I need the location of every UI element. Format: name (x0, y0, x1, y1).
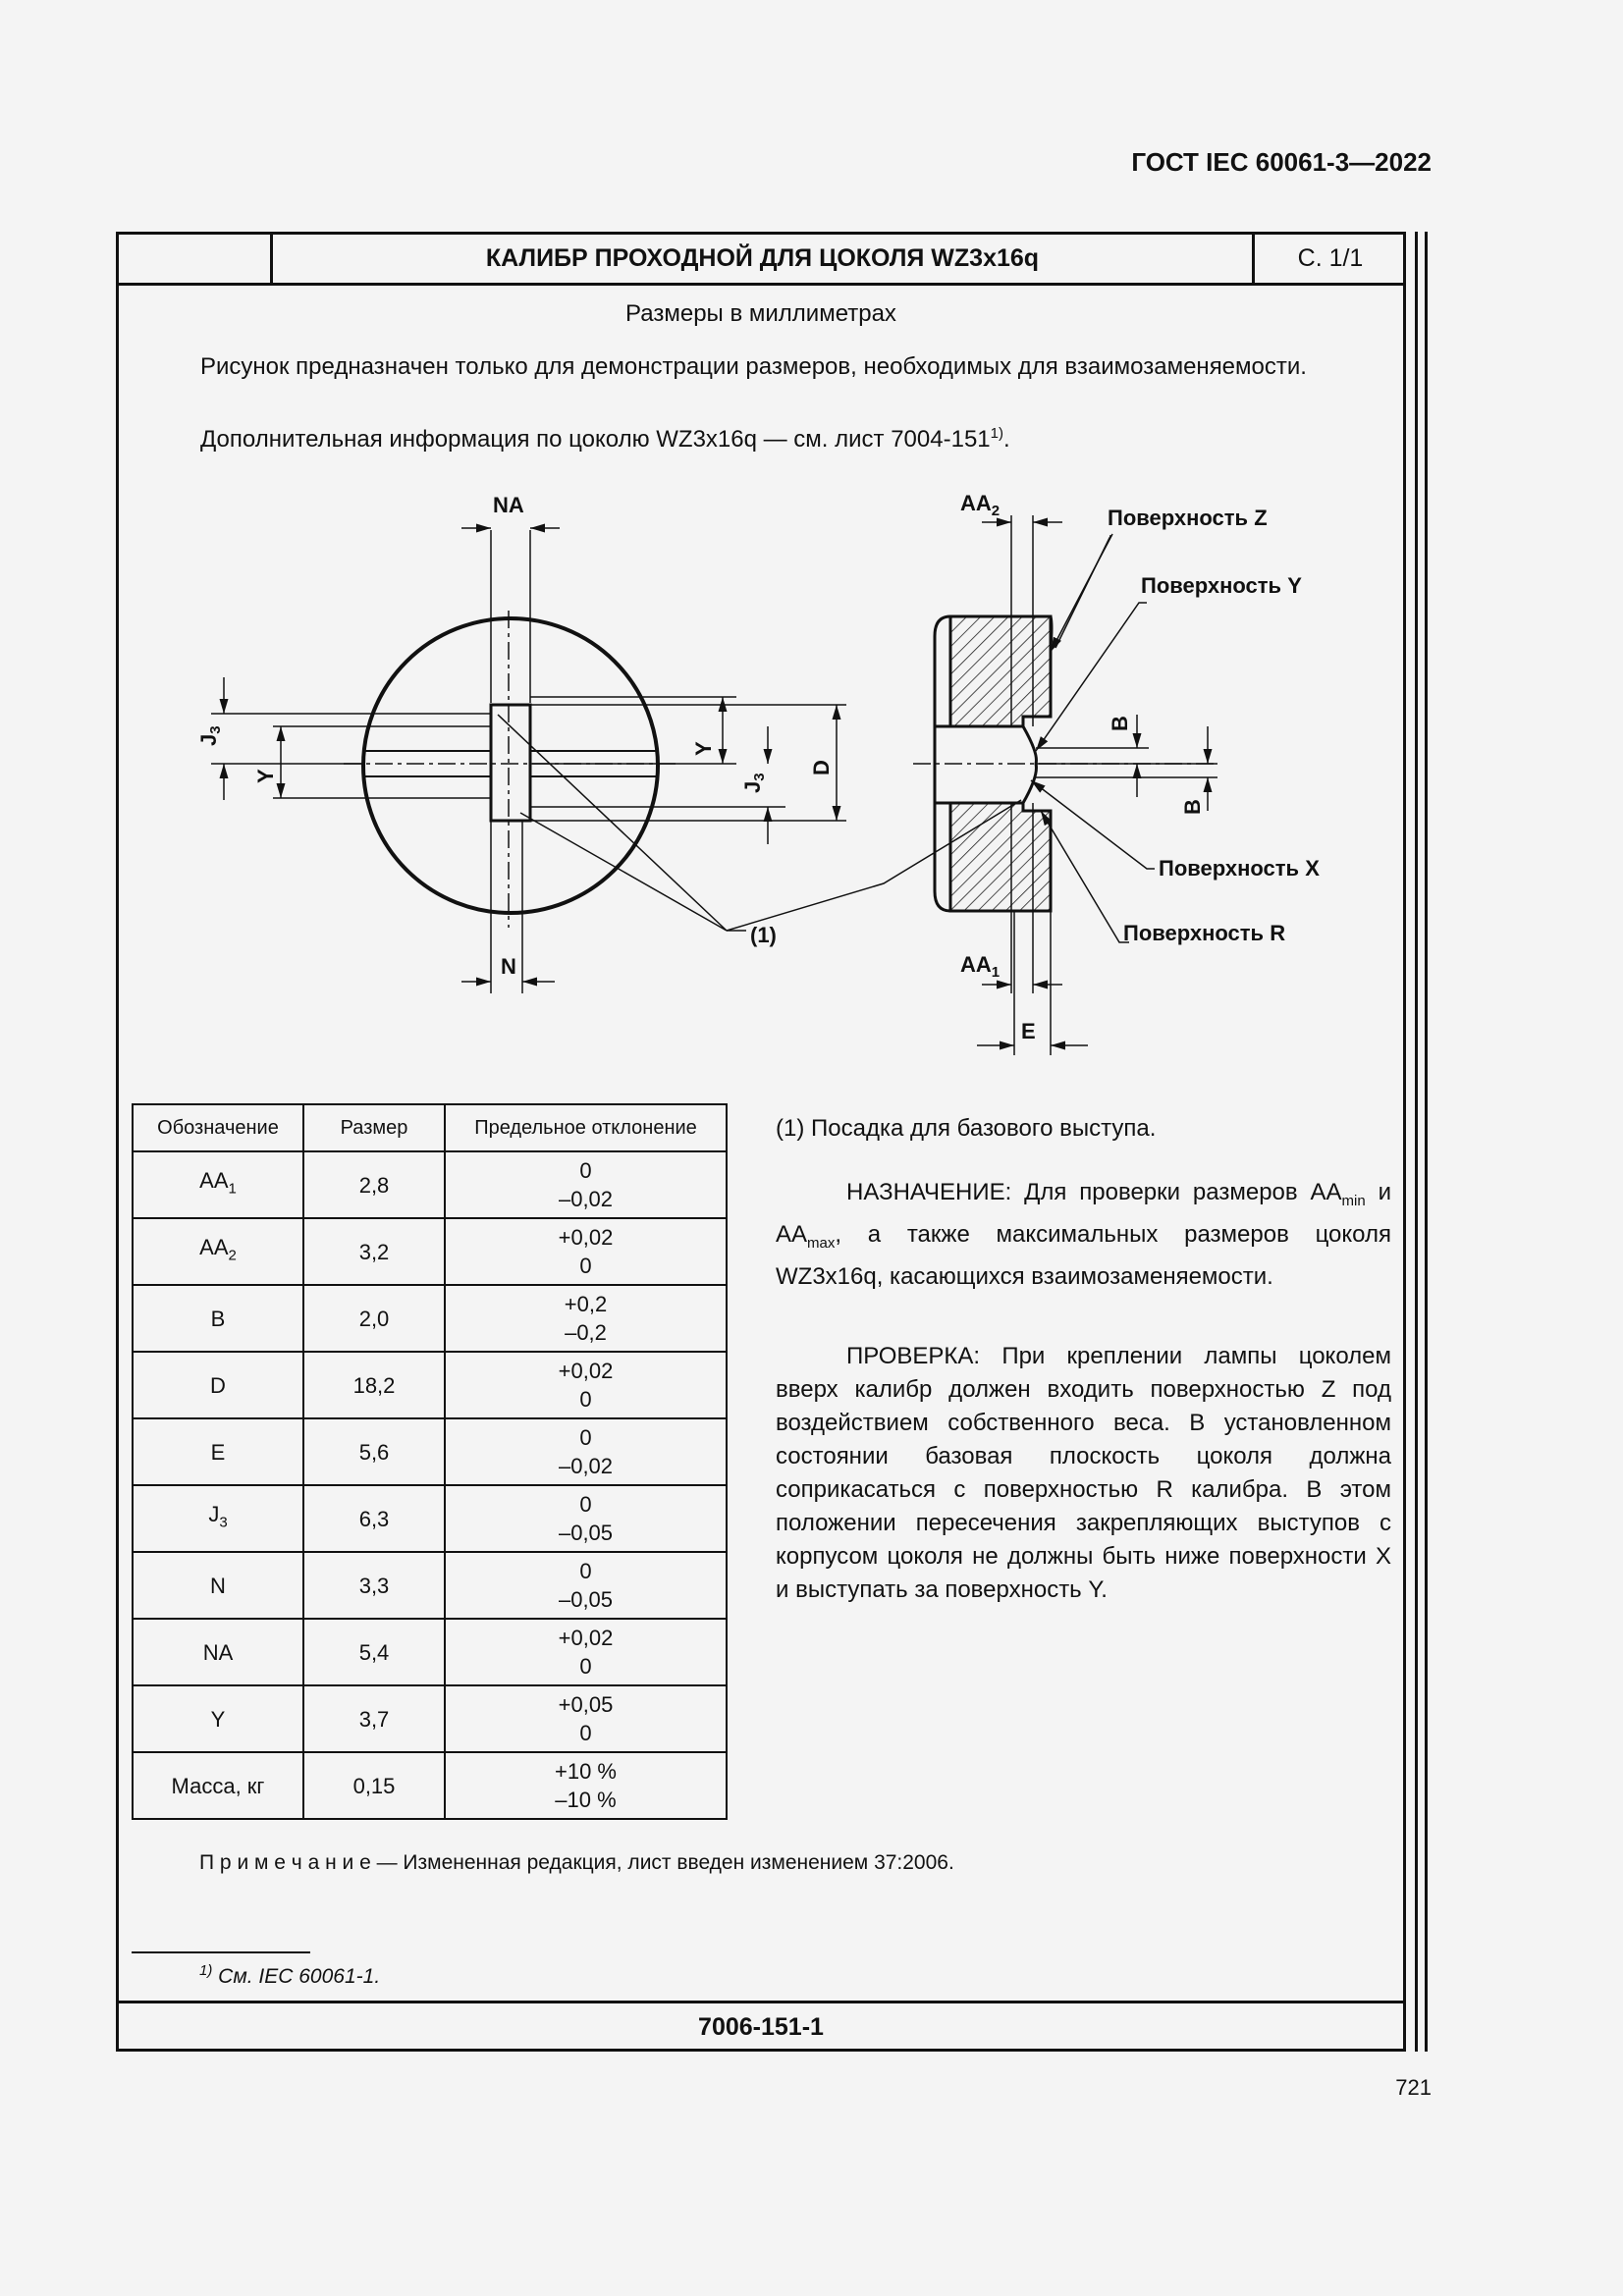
table-row (133, 1285, 727, 1352)
cell-designation (133, 1552, 303, 1619)
designation-text: B (210, 1306, 226, 1331)
header-size: Размер (303, 1104, 445, 1151)
label-d: D (809, 760, 834, 775)
tolerance-lower: –0,2 (565, 1320, 607, 1345)
tolerance-lower: –0,02 (558, 1187, 614, 1211)
tolerance-lower: –0,05 (558, 1587, 614, 1612)
cell-tolerance (445, 1285, 727, 1352)
note: П р и м е ч а н и е — Измененная редакция, лист введен изменением 37:2006. (199, 1851, 954, 1874)
table-row (133, 1619, 727, 1685)
tolerance-lower: 0 (579, 1387, 592, 1412)
label-surface-x: Поверхность X (1159, 856, 1320, 881)
header-tolerance: Предельное отклонение (445, 1104, 727, 1151)
table-row (133, 1218, 727, 1285)
label-j3-right: J3 (740, 773, 768, 793)
label-surface-y: Поверхность Y (1141, 573, 1302, 598)
gauge-drawing (0, 0, 1623, 1090)
cell-designation (133, 1619, 303, 1685)
purpose-tail: , а также максимальных размеров цоколя WZ3x16q, касающихся взаимозаменяемости. (776, 1220, 1391, 1290)
footnote-text: См. IEC 60061-1. (212, 1965, 381, 1988)
cell-size: 2,8 (303, 1151, 445, 1218)
tolerance-upper: +0,2 (564, 1292, 608, 1316)
cell-size: 2,0 (303, 1285, 445, 1352)
tolerance-upper: +0,05 (558, 1692, 614, 1717)
purpose-head: НАЗНАЧЕНИЕ: Для проверки размеров (846, 1179, 1298, 1205)
designation-sub: 2 (228, 1247, 237, 1264)
designation-text: Y (210, 1706, 226, 1732)
tolerance-upper: 0 (579, 1158, 592, 1183)
tolerance-lower: 0 (579, 1721, 592, 1745)
cell-size: 0,15 (303, 1752, 445, 1819)
tolerance-upper: +0,02 (558, 1359, 614, 1383)
cell-size: 5,6 (303, 1418, 445, 1485)
tolerance-upper: +0,02 (558, 1626, 614, 1650)
sheet-title: КАЛИБР ПРОХОДНОЙ ДЛЯ ЦОКОЛЯ WZ3x16q (485, 244, 1040, 272)
designation-text: J (208, 1502, 220, 1527)
label-b-2: B (1180, 799, 1205, 815)
designation-text: AA (199, 1168, 229, 1194)
cell-size: 6,3 (303, 1485, 445, 1552)
label-surface-z: Поверхность Z (1108, 506, 1268, 530)
table-row (133, 1151, 727, 1218)
page-number: 721 (1395, 2075, 1432, 2100)
cell-size: 5,4 (303, 1619, 445, 1685)
cell-tolerance (445, 1485, 727, 1552)
footnote-divider (132, 1951, 310, 1953)
cell-designation (133, 1352, 303, 1418)
standard-code: ГОСТ IEC 60061-3—2022 (1131, 147, 1432, 177)
purpose-min: min (1341, 1192, 1366, 1209)
cell-tolerance (445, 1619, 727, 1685)
cell-tolerance (445, 1685, 727, 1752)
tolerance-lower: 0 (579, 1254, 592, 1278)
designation-text: D (210, 1372, 226, 1398)
cell-size: 3,2 (303, 1218, 445, 1285)
table-row (133, 1552, 727, 1619)
tolerance-upper: 0 (579, 1559, 592, 1583)
table-row (133, 1685, 727, 1752)
table-row (133, 1485, 727, 1552)
sheet-number: 7006-151-1 (698, 2013, 824, 2041)
tolerance-lower: 0 (579, 1654, 592, 1679)
cell-designation (133, 1752, 303, 1819)
label-surface-r: Поверхность R (1123, 921, 1286, 945)
table-row (133, 1752, 727, 1819)
cell-designation (133, 1685, 303, 1752)
tolerance-upper: 0 (579, 1425, 592, 1450)
tolerance-lower: –10 % (555, 1788, 617, 1812)
cell-size: 3,3 (303, 1552, 445, 1619)
fit-note: (1) Посадка для базового выступа. (776, 1115, 1157, 1142)
cell-designation (133, 1151, 303, 1218)
cell-tolerance (445, 1418, 727, 1485)
label-y: Y (253, 769, 278, 783)
designation-sub: 1 (228, 1180, 237, 1198)
intro-text: Дополнительная информация по цоколю WZ3x16q — см. лист 7004-151 (200, 426, 991, 453)
cell-tolerance (445, 1151, 727, 1218)
purpose-aa: AA (1310, 1179, 1342, 1205)
cell-size: 18,2 (303, 1352, 445, 1418)
designation-text: Масса, кг (171, 1773, 265, 1798)
check-paragraph: ПРОВЕРКА: При креплении лампы цоколем вверх калибр должен входить поверхностью Z под воздействием собственного веса. В установленном состоянии базовая плоскость цоколя должна соприкасаться с поверхностью R калибра. В этом положении пересечения закрепляющих выступов с корпусом цоколя не должны быть ниже поверхности X и выступать за поверхность Y. (776, 1343, 1391, 1603)
label-na: NA (493, 493, 524, 517)
cell-tolerance (445, 1218, 727, 1285)
dimensions-table (132, 1103, 728, 1820)
footnote-ref: 1) (990, 425, 1003, 442)
header-designation: Обозначение (133, 1104, 303, 1151)
cell-tolerance (445, 1352, 727, 1418)
label-j3: J3 (196, 725, 224, 746)
label-aa2: $AA_2$ (960, 491, 1001, 519)
tolerance-upper: +0,02 (558, 1225, 614, 1250)
cell-tolerance (445, 1752, 727, 1819)
cell-designation (133, 1485, 303, 1552)
cell-size: 3,7 (303, 1685, 445, 1752)
label-aa1: $AA_1$ (960, 952, 1001, 981)
cell-designation (133, 1218, 303, 1285)
purpose-max: max (807, 1234, 836, 1252)
tolerance-lower: –0,02 (558, 1454, 614, 1478)
purpose-paragraph (776, 1176, 1391, 1294)
designation-sub: 3 (219, 1514, 228, 1531)
intro-end: . (1002, 426, 1010, 453)
label-y-right: Y (691, 741, 716, 756)
cell-designation (133, 1285, 303, 1352)
sheet-page: С. 1/1 (1297, 244, 1364, 272)
designation-text: E (210, 1439, 226, 1465)
label-callout-1: (1) (750, 923, 777, 947)
tolerance-upper: +10 % (555, 1759, 617, 1784)
label-n: N (501, 954, 516, 979)
designation-text: AA (199, 1235, 229, 1260)
cell-designation (133, 1418, 303, 1485)
cell-tolerance (445, 1552, 727, 1619)
table-body (133, 1151, 727, 1819)
label-b: B (1108, 716, 1132, 731)
units-note: Размеры в миллиметрах (625, 300, 896, 327)
gauge-circle (363, 618, 658, 913)
purpose-and: и AA (776, 1179, 1391, 1248)
designation-text: NA (202, 1639, 234, 1665)
footnote-mark: 1) (199, 1962, 213, 1979)
table-row (133, 1352, 727, 1418)
table-header-row (133, 1104, 727, 1151)
label-e: E (1021, 1019, 1036, 1043)
designation-text: N (210, 1573, 226, 1598)
tolerance-upper: 0 (579, 1492, 592, 1517)
tolerance-lower: –0,05 (558, 1521, 614, 1545)
footnote (199, 1962, 380, 1989)
intro-paragraph: Рисунок предназначен только для демонстрации размеров, необходимых для взаимозаменяемости. (200, 353, 1307, 380)
base-slot (491, 705, 530, 821)
table-row (133, 1418, 727, 1485)
